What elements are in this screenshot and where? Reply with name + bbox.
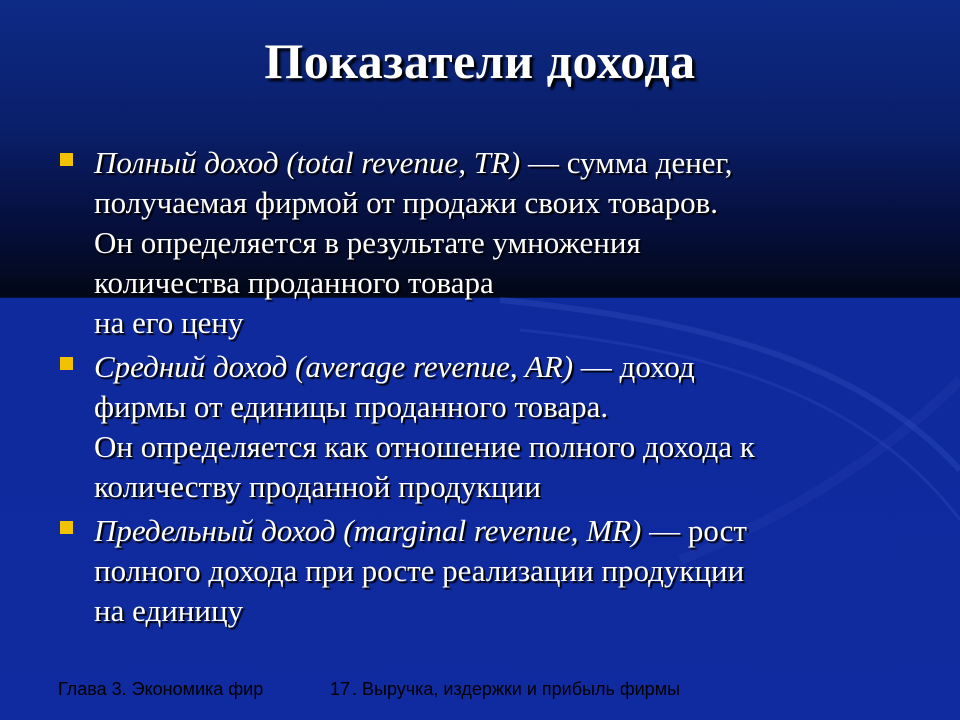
list-item-marginal-revenue [58,511,938,631]
term-label: Полный доход (total revenue, TR) [94,145,521,180]
square-bullet-icon [60,357,73,370]
term-label: Средний доход (average revenue, AR) [94,349,574,384]
definition-line: количества проданного товара [94,265,494,300]
square-bullet-icon [60,153,73,166]
definition-line: — доход [573,349,695,384]
footer-page-number: 17 [330,679,351,699]
definition-line: полного дохода при росте реализации продукции [94,553,745,588]
list-item-average-revenue [58,347,938,507]
definition-line: количеству проданной продукции [94,469,541,504]
definition-line: получаемая фирмой от продажи своих товаров. [94,185,719,220]
item-text [94,143,938,343]
definition-line: Он определяется в результате умножения [94,225,641,260]
definition-line: на его цену [94,305,244,340]
list-item-total-revenue [58,143,938,343]
item-text [94,347,938,507]
definition-line: Он определяется как отношение полного дохода к [94,429,755,464]
item-text [94,511,938,631]
footer-chapter-subtitle: . Выручка, издержки и прибыль фирмы [352,679,681,699]
slide-title: Показатели дохода [264,33,696,89]
definition-line: на единицу [94,593,244,628]
footer-chapter-text: Глава 3. Экономика фир [58,679,264,699]
definition-line: — рост [641,513,747,548]
square-bullet-icon [60,521,73,534]
definition-line: фирмы от единицы проданного товара. [94,389,609,424]
definition-line: — сумма денег, [520,145,733,180]
bullet-list [58,143,938,635]
term-label: Предельный доход (marginal revenue, MR) [94,513,642,548]
